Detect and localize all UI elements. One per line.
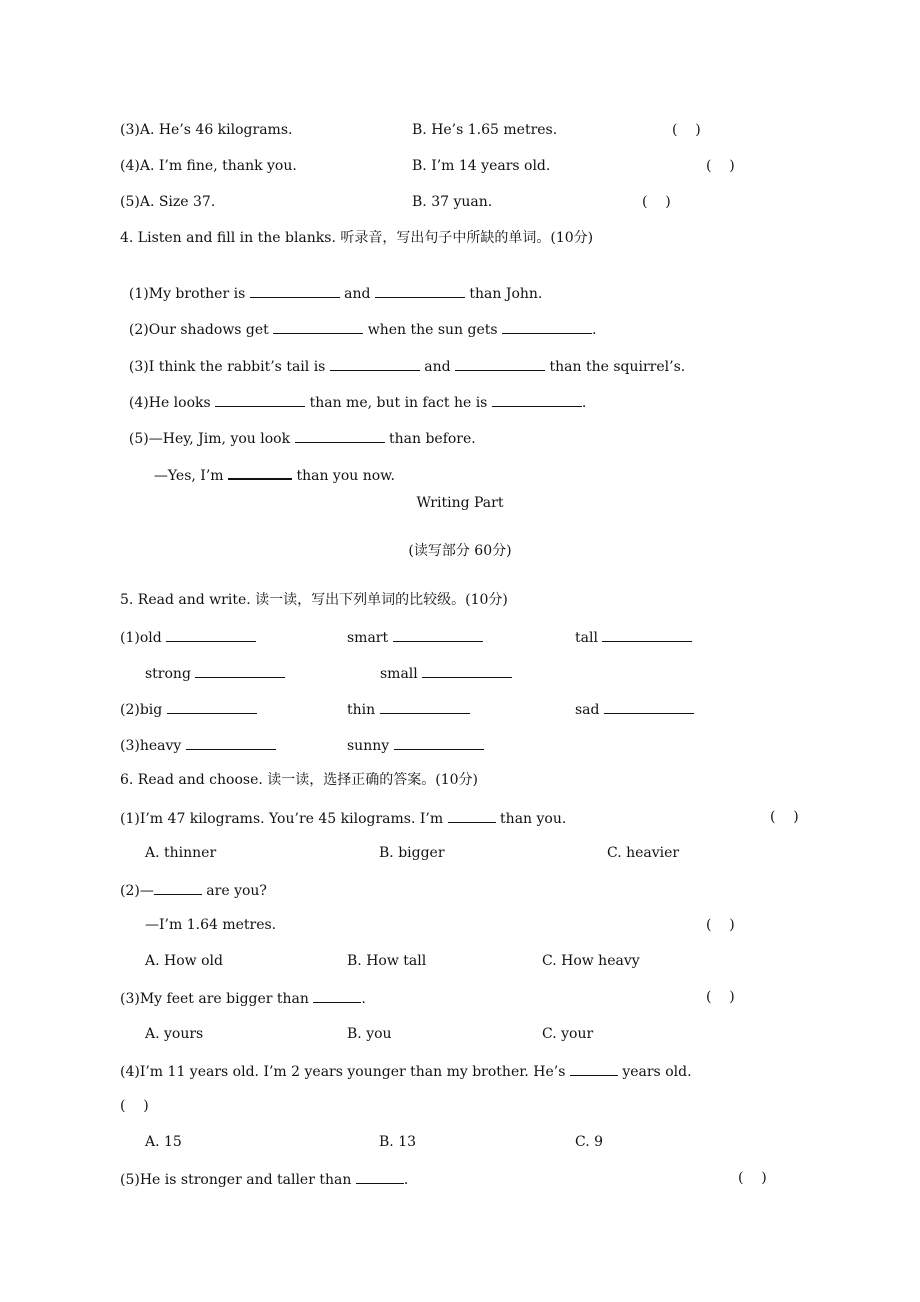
q6-item3-option-a: A. yours — [145, 1026, 204, 1042]
q6-item4-stem: (4)I’m 11 years old. I’m 2 years younger than my brother. He’s years old. — [120, 1061, 692, 1081]
q4-line1-text-a: (1)My brother is — [128, 286, 246, 302]
q4-line4-text-b: than me, but in fact he is — [309, 395, 488, 411]
q4-line5-text-a: (5)—Hey, Jim, you look — [128, 431, 291, 447]
q6-item5-answer-paren[interactable]: ( ) — [738, 1170, 767, 1186]
q4-line5 — [120, 410, 476, 448]
q5-blank-sad[interactable] — [604, 699, 694, 714]
q3-item5-option-a: (5)A. Size 37. — [120, 194, 216, 210]
q6-item2-option-b: B. How tall — [347, 953, 427, 969]
q4-line1-text-c: than John. — [469, 286, 543, 302]
q5-word-tall: tall — [575, 627, 692, 647]
q6-item5-stem: (5)He is stronger and taller than . — [120, 1169, 408, 1189]
q3-item4-answer-paren[interactable]: ( ) — [706, 158, 735, 174]
q3-item4-option-b: B. I’m 14 years old. — [412, 158, 551, 174]
q4-title: 4. Listen and fill in the blanks. 听录音，写出句子中所缺的单词。(10分) — [120, 230, 594, 246]
q6-item1-option-c: C. heavier — [607, 845, 680, 861]
q4-line4-text-c: . — [581, 395, 587, 411]
q4-line2-text-b: when the sun gets — [367, 322, 498, 338]
q6-item1-answer-paren[interactable]: ( ) — [770, 809, 799, 825]
q4-line3-text-b: and — [424, 359, 451, 375]
q5-blank-strong[interactable] — [195, 663, 285, 678]
section-title: Writing Part — [416, 495, 504, 511]
q4-line2 — [120, 301, 596, 339]
section-subtitle: (读写部分 60分) — [408, 543, 512, 559]
q4-line6-text-b: than you now. — [296, 468, 395, 484]
q4-line4-text-a: (4)He looks — [128, 395, 211, 411]
q5-word-sunny: sunny — [347, 735, 484, 755]
q3-item5-option-b: B. 37 yuan. — [412, 194, 493, 210]
q6-item4-option-c: C. 9 — [575, 1134, 604, 1150]
q6-item1-option-a: A. thinner — [145, 845, 217, 861]
q4-line5-blank-1[interactable] — [295, 428, 385, 443]
q5-blank-old[interactable] — [166, 627, 256, 642]
q4-line4-blank-1[interactable] — [215, 392, 305, 407]
q4-line4 — [120, 374, 586, 412]
q3-item3-option-b: B. He’s 1.65 metres. — [412, 122, 558, 138]
q4-line6-blank-1[interactable] — [228, 464, 292, 480]
q4-line6-text-a: —Yes, I’m — [153, 468, 224, 484]
q6-item2-option-a: A. How old — [145, 953, 223, 969]
q6-item4-option-b: B. 13 — [379, 1134, 417, 1150]
q5-blank-heavy[interactable] — [186, 735, 276, 750]
q4-line6 — [145, 446, 395, 485]
q5-title: 5. Read and write. 读一读，写出下列单词的比较级。(10分) — [120, 592, 508, 608]
q4-line3-blank-1[interactable] — [330, 356, 420, 371]
q3-item5-answer-paren[interactable]: ( ) — [642, 194, 671, 210]
q4-line3-text-a: (3)I think the rabbit’s tail is — [128, 359, 326, 375]
q6-item3-blank[interactable] — [313, 988, 361, 1003]
q4-line2-blank-2[interactable] — [502, 319, 592, 334]
q5-blank-thin[interactable] — [380, 699, 470, 714]
q5-blank-sunny[interactable] — [394, 735, 484, 750]
q5-word-old: (1)old — [120, 627, 256, 647]
q5-blank-small[interactable] — [422, 663, 512, 678]
q4-line1-blank-2[interactable] — [375, 283, 465, 298]
q6-item3-stem: (3)My feet are bigger than . — [120, 988, 366, 1008]
q5-word-heavy: (3)heavy — [120, 735, 276, 755]
q6-item2-stem: (2)— are you? — [120, 880, 267, 900]
q3-item3-answer-paren[interactable]: ( ) — [672, 122, 701, 138]
q4-line3-blank-2[interactable] — [455, 356, 545, 371]
q6-title: 6. Read and choose. 读一读，选择正确的答案。(10分) — [120, 772, 478, 788]
q3-item3-option-a: (3)A. He’s 46 kilograms. — [120, 122, 293, 138]
q4-line1-text-b: and — [344, 286, 371, 302]
q5-word-smart: smart — [347, 627, 483, 647]
q5-word-small: small — [380, 663, 512, 683]
q6-item3-option-c: C. your — [542, 1026, 594, 1042]
q3-item4-option-a: (4)A. I’m fine, thank you. — [120, 158, 297, 174]
q4-line1-blank-1[interactable] — [250, 283, 340, 298]
q6-item5-blank[interactable] — [356, 1169, 404, 1184]
q4-line2-text-c: . — [592, 322, 597, 338]
q5-word-thin: thin — [347, 699, 470, 719]
q4-line3-text-c: than the squirrel’s. — [549, 359, 686, 375]
q4-line2-text-a: (2)Our shadows get — [128, 322, 269, 338]
q6-item1-blank[interactable] — [448, 808, 496, 823]
q5-word-strong: strong — [145, 663, 285, 683]
q6-item2-line2: —I’m 1.64 metres. — [145, 917, 277, 933]
q4-line3 — [120, 338, 685, 376]
q6-item2-answer-paren[interactable]: ( ) — [706, 917, 735, 933]
q6-item3-option-b: B. you — [347, 1026, 392, 1042]
q4-line4-blank-2[interactable] — [492, 392, 582, 407]
q4-line1 — [120, 265, 542, 303]
q5-blank-big[interactable] — [167, 699, 257, 714]
q5-word-big: (2)big — [120, 699, 257, 719]
q6-item3-answer-paren[interactable]: ( ) — [706, 989, 735, 1005]
q5-blank-tall[interactable] — [602, 627, 692, 642]
q6-item4-answer-paren[interactable]: ( ) — [120, 1098, 149, 1114]
q5-blank-smart[interactable] — [393, 627, 483, 642]
q5-word-sad: sad — [575, 699, 694, 719]
q4-line2-blank-1[interactable] — [273, 319, 363, 334]
q6-item4-option-a: A. 15 — [145, 1134, 182, 1150]
q6-item1-stem: (1)I’m 47 kilograms. You’re 45 kilograms. I’m than you. — [120, 808, 566, 828]
q6-item2-blank[interactable] — [154, 880, 202, 895]
q6-item4-blank[interactable] — [570, 1061, 618, 1076]
q6-item2-option-c: C. How heavy — [542, 953, 640, 969]
q6-item1-option-b: B. bigger — [379, 845, 445, 861]
q4-line5-text-b: than before. — [388, 431, 476, 447]
